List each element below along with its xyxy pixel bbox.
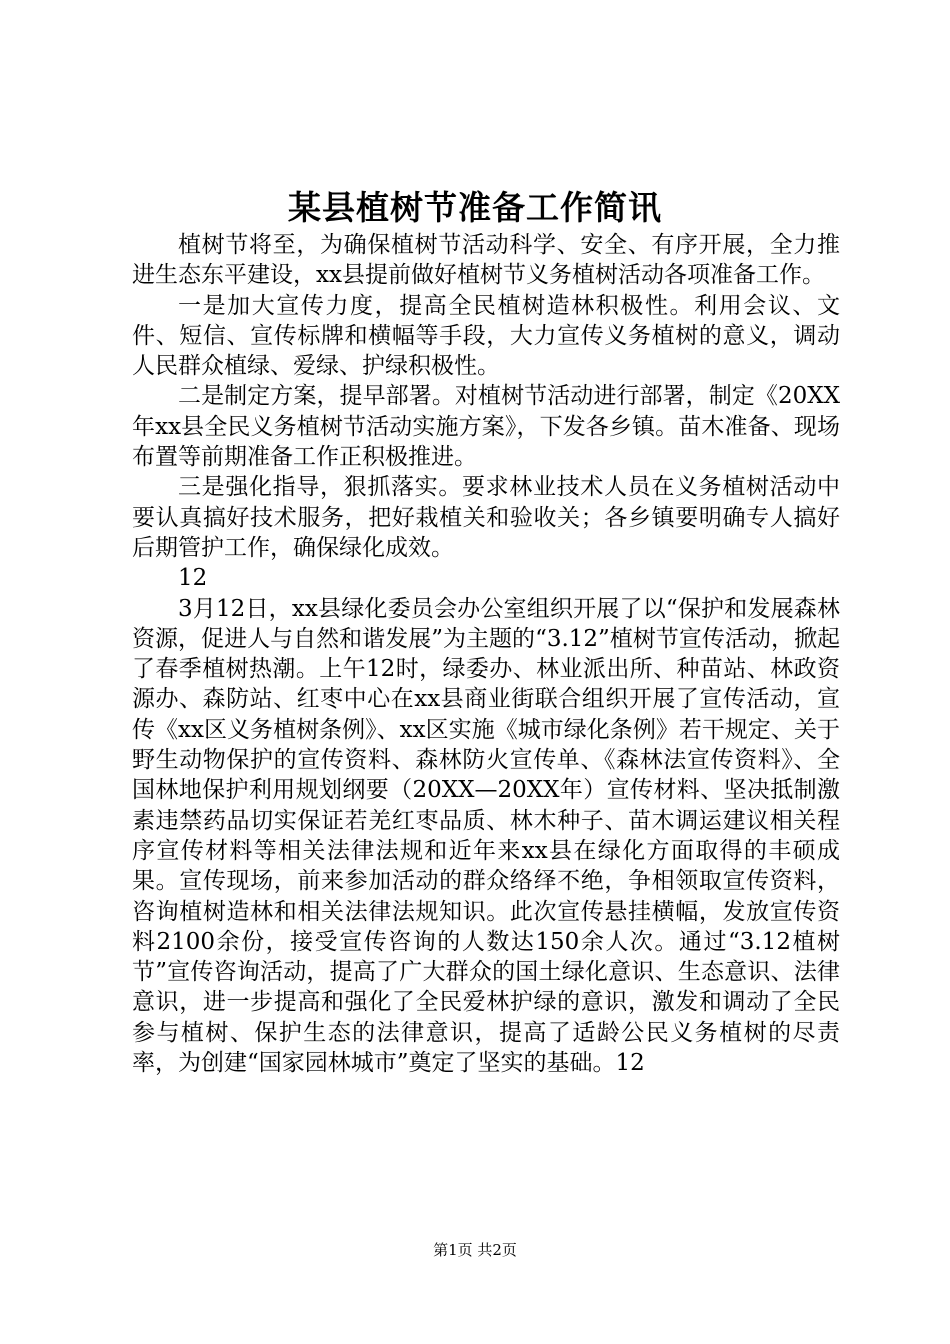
document-body xyxy=(132,230,840,1078)
paragraph-point-two: 二是制定方案，提早部署。对植树节活动进行部署，制定《20XX年xx县全民义务植树节活动实施方案》，下发各乡镇。苗木准备、现场布置等前期准备工作正积极推进。 xyxy=(132,383,840,471)
document-title: 某县植树节准备工作简讯 xyxy=(288,188,662,227)
paragraph-point-one: 一是加大宣传力度，提高全民植树造林积极性。利用会议、文件、短信、宣传标牌和横幅等手段，大力宣传义务植树的意义，调动人民群众植绿、爱绿、护绿积极性。 xyxy=(132,292,840,380)
paragraph-event-report: 3月12日，xx县绿化委员会办公室组织开展了以“保护和发展森林资源，促进人与自然和谐发展”为主题的“3.12”植树节宣传活动，掀起了春季植树热潮。上午12时，绿委办、林业派出所、种苗站、林政资源办、森防站、红枣中心在xx县商业街联合组织开展了宣传活动，宣传《xx区义务植树条例》、xx区实施《城市绿化条例》若干规定、关于野生动物保护的宣传资料、森林防火宣传单、《森林法宣传资料》、全国林地保护利用规划纲要（20XX—20XX年）宣传材料、坚决抵制激素违禁药品切实保证若羌红枣品质、林木种子、苗木调运建议相关程序宣传材料等相关法律法规和近年来xx县在绿化方面取得的丰硕成果。宣传现场，前来参加活动的群众络绎不绝，争相领取宣传资料，咨询植树造林和相关法律法规知识。此次宣传悬挂横幅，发放宣传资料2100余份，接受宣传咨询的人数达150余人次。通过“3.12植树节”宣传咨询活动，提高了广大群众的国土绿化意识、生态意识、法律意识，进一步提高和强化了全民爱林护绿的意识，激发和调动了全民参与植树、保护生态的法律意识，提高了适龄公民义务植树的尽责率，为创建“国家园林城市”奠定了坚实的基础。12 xyxy=(132,595,840,1077)
paragraph-intro: 植树节将至，为确保植树节活动科学、安全、有序开展，全力推进生态东平建设，xx县提前做好植树节义务植树活动各项准备工作。 xyxy=(132,232,840,289)
page-footer: 第1页 共2页 xyxy=(433,1241,517,1259)
paragraph-number: 12 xyxy=(178,565,208,592)
paragraph-point-three: 三是强化指导，狠抓落实。要求林业技术人员在义务植树活动中要认真搞好技术服务，把好栽植关和验收关；各乡镇要明确专人搞好后期管护工作，确保绿化成效。 xyxy=(132,474,840,561)
